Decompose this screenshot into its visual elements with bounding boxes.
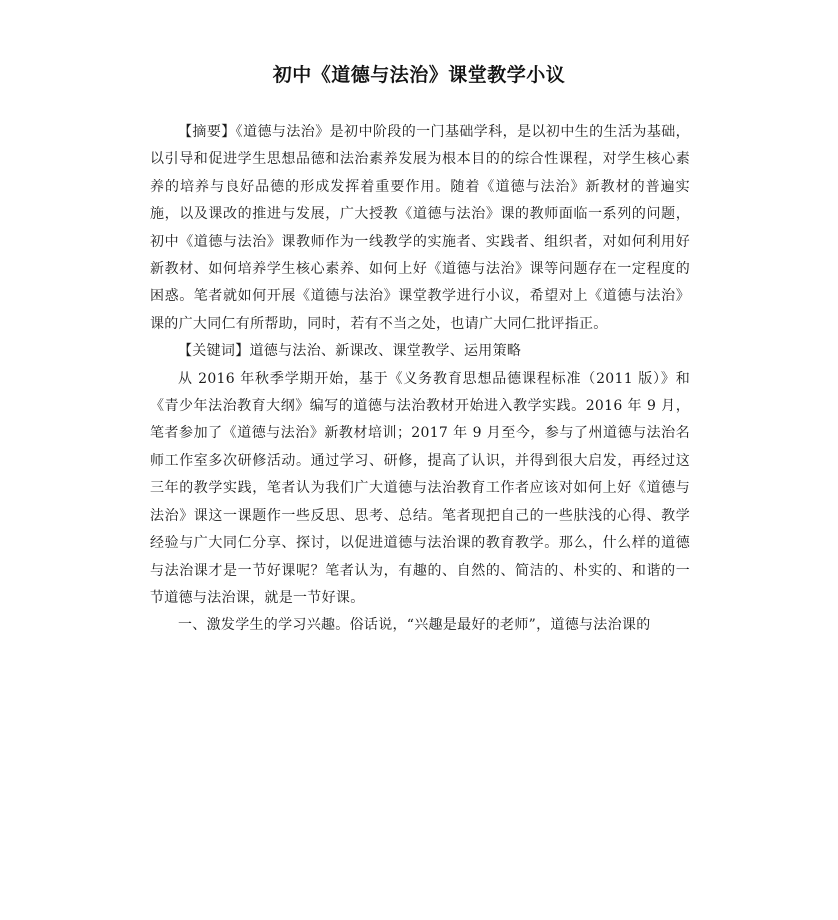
document-body — [150, 119, 690, 640]
page-title: 初中《道德与法治》课堂教学小议 — [272, 64, 566, 86]
section-one-paragraph: 一、激发学生的学习兴趣。俗话说，“兴趣是最好的老师”，道德与法治课的 — [178, 617, 651, 634]
keywords-paragraph: 【关键词】道德与法治、新课改、课堂教学、运用策略 — [178, 343, 522, 360]
abstract-paragraph: 【摘要】《道德与法治》是初中阶段的一门基础学科，是以初中生的生活为基础，以引导和促进学生思想品德和法治素养发展为根本目的的综合性课程，对学生核心素养的培养与良好品德的形成发挥着重要作用。随着《道德与法治》新教材的普遍实施，以及课改的推进与发展，广大授教《道德与法治》课的教师面临一系列的问题，初中《道德与法治》课教师作为一线教学的实施者、实践者、组织者，对如何利用好新教材、如何培养学生核心素养、如何上好《道德与法治》课等问题存在一定程度的困惑。笔者就如何开展《道德与法治》课堂教学进行小议，希望对上《道德与法治》课的广大同仁有所帮助，同时，若有不当之处，也请广大同仁批评指正。 — [150, 124, 690, 332]
intro-paragraph: 从 2016 年秋季学期开始，基于《义务教育思想品德课程标准（2011 版）》和《青少年法治教育大纲》编写的道德与法治教材开始进入教学实践。2016 年 9 月，笔者参加了《道德与法治》新教材培训；2017 年 9 月至今，参与了州道德与法治名师工作室多次研修活动。通过学习、研修，提高了认识，并得到很大启发，再经过这三年的教学实践，笔者认为我们广大道德与法治教育工作者应该对如何上好《道德与法治》课这一课题作一些反思、思考、总结。笔者现把自己的一些肤浅的心得、教学经验与广大同仁分享、探讨，以促进道德与法治课的教育教学。那么，什么样的道德与法治课才是一节好课呢？笔者认为，有趣的、自然的、简洁的、朴实的、和谐的一节道德与法治课，就是一节好课。 — [150, 370, 690, 606]
